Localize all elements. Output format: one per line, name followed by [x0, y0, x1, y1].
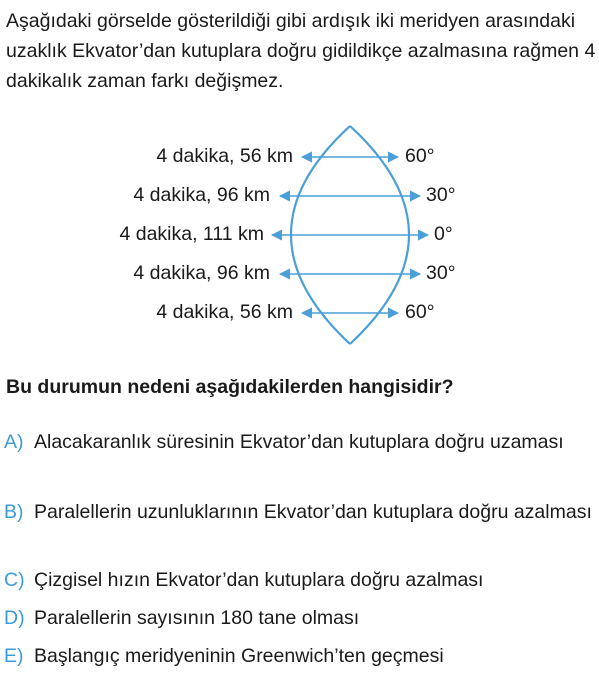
option-c[interactable]: [4, 564, 596, 596]
option-a[interactable]: [4, 426, 596, 458]
option-text: Alacakaranlık süresinin Ekvator’dan kutuplara doğru uzaması: [34, 431, 564, 453]
option-text: Paralellerin sayısının 180 tane olması: [34, 607, 360, 629]
option-text: Başlangıç meridyeninin Greenwich’ten geçmesi: [34, 645, 444, 667]
option-b[interactable]: [4, 496, 596, 528]
option-text: Paralellerin uzunluklarının Ekvator’dan kutuplara doğru azalması: [34, 501, 592, 523]
question-stem: Bu durumun nedeni aşağıdakilerden hangisidir?: [6, 376, 454, 398]
option-letter: E): [4, 645, 24, 667]
row-label: 4 dakika, 56 km: [156, 301, 293, 323]
row-label: 4 dakika, 111 km: [119, 223, 264, 245]
row-label: 4 dakika, 56 km: [156, 145, 293, 167]
option-letter: A): [4, 431, 24, 453]
option-d[interactable]: [4, 602, 596, 634]
latitude-degree: 0°: [434, 223, 453, 245]
intro-paragraph: Aşağıdaki görselde gösterildiği gibi ardışık iki meridyen arasındaki uzaklık Ekvator’dan kutuplara doğru gidildikçe azalmasına rağmen 4 dakikalık zaman farkı değişmez.: [6, 10, 596, 92]
option-e[interactable]: [4, 640, 596, 672]
meridian-diagram: [0, 118, 599, 350]
latitude-degree: 30°: [426, 262, 456, 284]
option-letter: B): [4, 501, 24, 523]
latitude-degree: 30°: [426, 184, 456, 206]
row-label: 4 dakika, 96 km: [133, 184, 270, 206]
meridian-lens-figure: [0, 118, 599, 350]
latitude-degree: 60°: [405, 145, 435, 167]
latitude-degree: 60°: [405, 301, 435, 323]
option-text: Çizgisel hızın Ekvator’dan kutuplara doğru azalması: [34, 569, 484, 591]
option-letter: C): [4, 569, 25, 591]
row-label: 4 dakika, 96 km: [133, 262, 270, 284]
option-letter: D): [4, 607, 25, 629]
